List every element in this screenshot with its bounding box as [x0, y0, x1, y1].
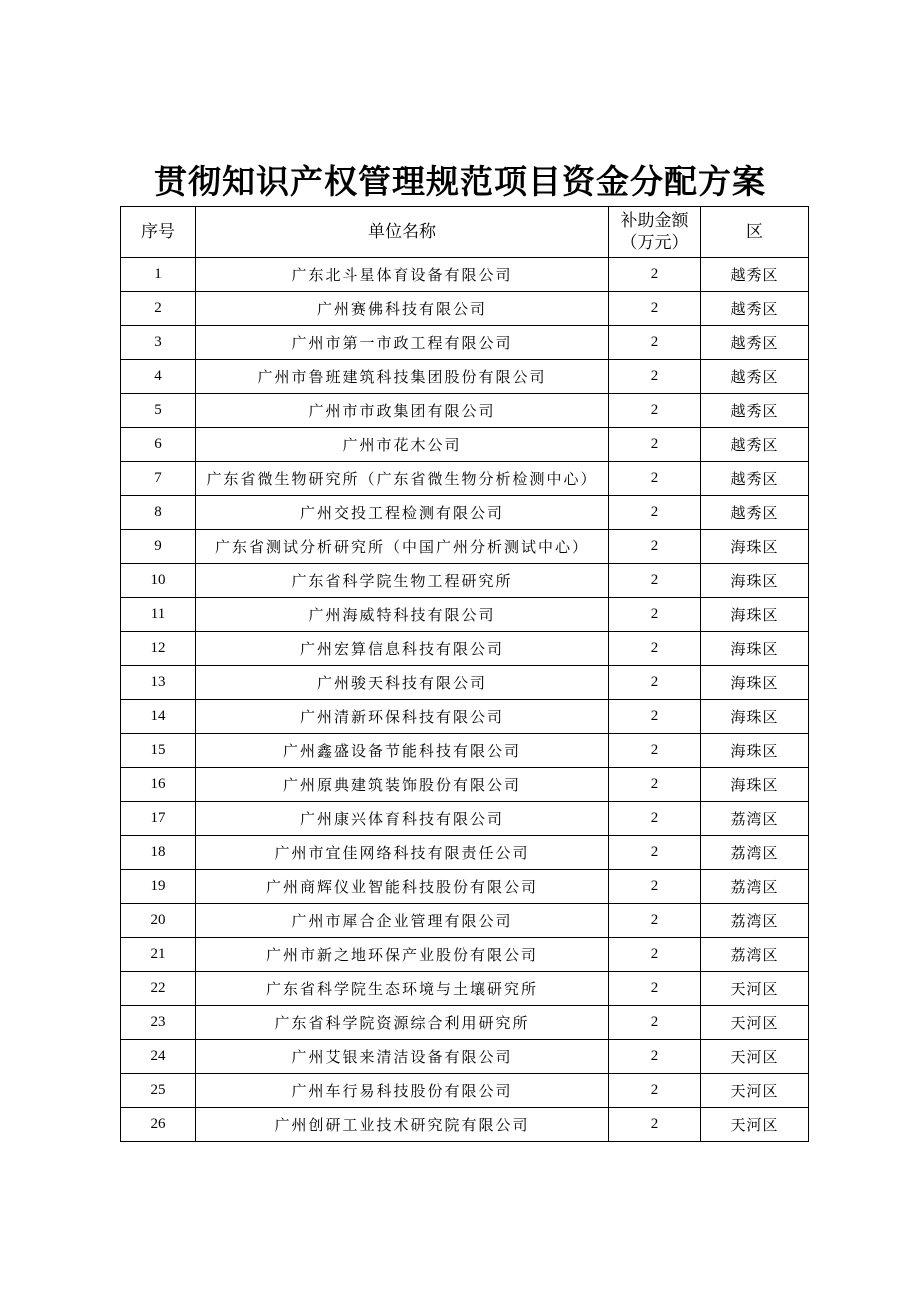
district-cell: 海珠区 [701, 598, 809, 632]
table-row [121, 938, 809, 972]
header-row [121, 207, 809, 258]
serial-number-cell: 12 [121, 632, 196, 666]
serial-number-cell: 4 [121, 360, 196, 394]
serial-number-cell: 18 [121, 836, 196, 870]
unit-name-cell: 广东省科学院生物工程研究所 [196, 564, 609, 598]
district-cell: 海珠区 [701, 700, 809, 734]
district-cell: 天河区 [701, 1006, 809, 1040]
serial-number-cell: 3 [121, 326, 196, 360]
district-cell: 荔湾区 [701, 904, 809, 938]
unit-name-cell: 广州创研工业技术研究院有限公司 [196, 1108, 609, 1142]
serial-number-cell: 5 [121, 394, 196, 428]
subsidy-amount-cell: 2 [609, 1040, 701, 1074]
serial-number-cell: 25 [121, 1074, 196, 1108]
unit-name-cell: 广州市新之地环保产业股份有限公司 [196, 938, 609, 972]
unit-name-cell: 广州骏天科技有限公司 [196, 666, 609, 700]
table-row [121, 428, 809, 462]
table-row [121, 734, 809, 768]
subsidy-amount-cell: 2 [609, 326, 701, 360]
subsidy-amount-cell: 2 [609, 564, 701, 598]
table-body [121, 258, 809, 1142]
unit-name-cell: 广州宏算信息科技有限公司 [196, 632, 609, 666]
unit-name-cell: 广州鑫盛设备节能科技有限公司 [196, 734, 609, 768]
serial-number-cell: 16 [121, 768, 196, 802]
serial-number-cell: 2 [121, 292, 196, 326]
unit-name-cell: 广州清新环保科技有限公司 [196, 700, 609, 734]
district-cell: 海珠区 [701, 530, 809, 564]
district-cell: 荔湾区 [701, 870, 809, 904]
subsidy-amount-cell: 2 [609, 360, 701, 394]
serial-number-cell: 19 [121, 870, 196, 904]
unit-name-cell: 广东省测试分析研究所（中国广州分析测试中心） [196, 530, 609, 564]
table-row [121, 292, 809, 326]
serial-number-cell: 24 [121, 1040, 196, 1074]
district-cell: 越秀区 [701, 496, 809, 530]
header-subsidy-amount-label: 补助金额 [620, 211, 689, 231]
district-cell: 荔湾区 [701, 938, 809, 972]
table-row [121, 904, 809, 938]
table-row [121, 1006, 809, 1040]
allocation-table [120, 206, 809, 1142]
district-cell: 越秀区 [701, 326, 809, 360]
district-cell: 海珠区 [701, 564, 809, 598]
header-subsidy-amount-unit: （万元） [620, 233, 689, 253]
district-cell: 天河区 [701, 972, 809, 1006]
unit-name-cell: 广州海威特科技有限公司 [196, 598, 609, 632]
serial-number-cell: 14 [121, 700, 196, 734]
district-cell: 天河区 [701, 1108, 809, 1142]
serial-number-cell: 10 [121, 564, 196, 598]
unit-name-cell: 广东省科学院生态环境与土壤研究所 [196, 972, 609, 1006]
subsidy-amount-cell: 2 [609, 734, 701, 768]
serial-number-cell: 11 [121, 598, 196, 632]
district-cell: 越秀区 [701, 394, 809, 428]
serial-number-cell: 21 [121, 938, 196, 972]
subsidy-amount-cell: 2 [609, 530, 701, 564]
district-cell: 越秀区 [701, 462, 809, 496]
unit-name-cell: 广东省微生物研究所（广东省微生物分析检测中心） [196, 462, 609, 496]
table-row [121, 972, 809, 1006]
table-row [121, 836, 809, 870]
subsidy-amount-cell: 2 [609, 598, 701, 632]
serial-number-cell: 13 [121, 666, 196, 700]
subsidy-amount-cell: 2 [609, 768, 701, 802]
table-row [121, 598, 809, 632]
subsidy-amount-cell: 2 [609, 870, 701, 904]
table-row [121, 496, 809, 530]
header-district: 区 [701, 207, 809, 258]
serial-number-cell: 6 [121, 428, 196, 462]
district-cell: 海珠区 [701, 666, 809, 700]
unit-name-cell: 广州康兴体育科技有限公司 [196, 802, 609, 836]
subsidy-amount-cell: 2 [609, 394, 701, 428]
subsidy-amount-cell: 2 [609, 904, 701, 938]
unit-name-cell: 广州市市政集团有限公司 [196, 394, 609, 428]
table-header [121, 207, 809, 258]
subsidy-amount-cell: 2 [609, 258, 701, 292]
table-row [121, 632, 809, 666]
district-cell: 天河区 [701, 1074, 809, 1108]
unit-name-cell: 广州市宜佳网络科技有限责任公司 [196, 836, 609, 870]
unit-name-cell: 广州赛佛科技有限公司 [196, 292, 609, 326]
serial-number-cell: 7 [121, 462, 196, 496]
table-row [121, 1074, 809, 1108]
district-cell: 荔湾区 [701, 802, 809, 836]
table-row [121, 462, 809, 496]
table-row [121, 564, 809, 598]
subsidy-amount-cell: 2 [609, 802, 701, 836]
district-cell: 海珠区 [701, 768, 809, 802]
serial-number-cell: 26 [121, 1108, 196, 1142]
subsidy-amount-cell: 2 [609, 292, 701, 326]
subsidy-amount-cell: 2 [609, 938, 701, 972]
subsidy-amount-cell: 2 [609, 1074, 701, 1108]
district-cell: 海珠区 [701, 632, 809, 666]
unit-name-cell: 广东省科学院资源综合利用研究所 [196, 1006, 609, 1040]
unit-name-cell: 广州市第一市政工程有限公司 [196, 326, 609, 360]
serial-number-cell: 1 [121, 258, 196, 292]
table-row [121, 666, 809, 700]
unit-name-cell: 广州车行易科技股份有限公司 [196, 1074, 609, 1108]
district-cell: 越秀区 [701, 292, 809, 326]
unit-name-cell: 广州交投工程检测有限公司 [196, 496, 609, 530]
serial-number-cell: 23 [121, 1006, 196, 1040]
table-row [121, 802, 809, 836]
subsidy-amount-cell: 2 [609, 496, 701, 530]
unit-name-cell: 广州商辉仪业智能科技股份有限公司 [196, 870, 609, 904]
table-row [121, 326, 809, 360]
subsidy-amount-cell: 2 [609, 666, 701, 700]
header-serial-number: 序号 [121, 207, 196, 258]
serial-number-cell: 20 [121, 904, 196, 938]
subsidy-amount-cell: 2 [609, 700, 701, 734]
subsidy-amount-cell: 2 [609, 1108, 701, 1142]
serial-number-cell: 8 [121, 496, 196, 530]
table-row [121, 1040, 809, 1074]
page-title: 贯彻知识产权管理规范项目资金分配方案 [154, 162, 766, 201]
unit-name-cell: 广州艾银来清洁设备有限公司 [196, 1040, 609, 1074]
subsidy-amount-cell: 2 [609, 462, 701, 496]
table-row [121, 870, 809, 904]
district-cell: 越秀区 [701, 428, 809, 462]
unit-name-cell: 广州原典建筑装饰股份有限公司 [196, 768, 609, 802]
subsidy-amount-cell: 2 [609, 632, 701, 666]
district-cell: 越秀区 [701, 258, 809, 292]
table-row [121, 700, 809, 734]
district-cell: 越秀区 [701, 360, 809, 394]
table-row [121, 258, 809, 292]
district-cell: 天河区 [701, 1040, 809, 1074]
serial-number-cell: 9 [121, 530, 196, 564]
district-cell: 海珠区 [701, 734, 809, 768]
serial-number-cell: 17 [121, 802, 196, 836]
table-row [121, 394, 809, 428]
header-subsidy-amount [609, 207, 701, 258]
table-row [121, 360, 809, 394]
unit-name-cell: 广州市鲁班建筑科技集团股份有限公司 [196, 360, 609, 394]
serial-number-cell: 22 [121, 972, 196, 1006]
serial-number-cell: 15 [121, 734, 196, 768]
unit-name-cell: 广东北斗星体育设备有限公司 [196, 258, 609, 292]
unit-name-cell: 广州市犀合企业管理有限公司 [196, 904, 609, 938]
unit-name-cell: 广州市花木公司 [196, 428, 609, 462]
subsidy-amount-cell: 2 [609, 1006, 701, 1040]
table-row [121, 1108, 809, 1142]
table-row [121, 768, 809, 802]
subsidy-amount-cell: 2 [609, 972, 701, 1006]
district-cell: 荔湾区 [701, 836, 809, 870]
header-unit-name: 单位名称 [196, 207, 609, 258]
subsidy-amount-cell: 2 [609, 428, 701, 462]
table-row [121, 530, 809, 564]
subsidy-amount-cell: 2 [609, 836, 701, 870]
